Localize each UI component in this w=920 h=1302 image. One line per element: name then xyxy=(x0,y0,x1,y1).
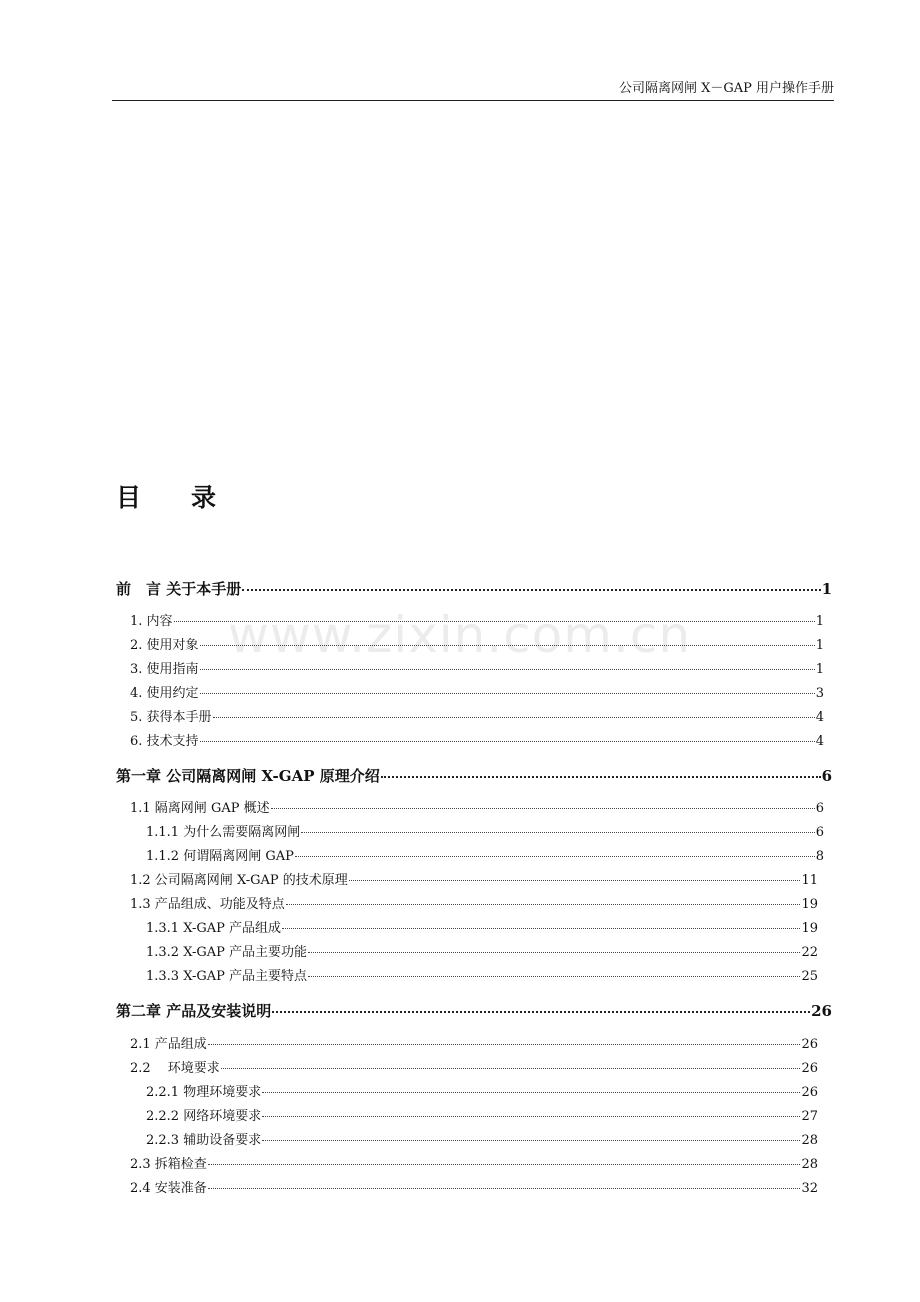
toc-section-entry[interactable] xyxy=(130,1057,818,1076)
toc-section-entry[interactable] xyxy=(146,1081,818,1100)
toc-entry-label: 1.3 产品组成、功能及特点 xyxy=(130,897,285,912)
toc-page-number: 1 xyxy=(821,580,832,598)
toc-section-entry[interactable] xyxy=(146,1129,818,1148)
toc-entry-label: 1.3.1 X-GAP 产品组成 xyxy=(146,921,282,936)
toc-section-entry[interactable] xyxy=(130,730,824,749)
toc-page-number: 4 xyxy=(815,734,824,749)
toc-dot-leader xyxy=(308,976,800,977)
toc-chapter-entry[interactable] xyxy=(116,578,832,599)
toc-section-entry[interactable] xyxy=(130,1033,818,1052)
toc-dot-leader xyxy=(262,1092,800,1093)
toc-section-entry[interactable] xyxy=(146,821,824,840)
toc-dot-leader xyxy=(381,776,821,778)
toc-section-entry[interactable] xyxy=(130,634,824,653)
toc-dot-leader xyxy=(295,856,815,857)
toc-dot-leader xyxy=(213,717,815,718)
toc-entry-label: 3. 使用指南 xyxy=(130,662,199,677)
toc-page-number: 3 xyxy=(815,686,824,701)
toc-chapter-entry[interactable] xyxy=(116,765,832,786)
toc-entry-label: 2. 使用对象 xyxy=(130,638,199,653)
toc-entry-label: 1. 内容 xyxy=(130,614,173,629)
toc-section-entry[interactable] xyxy=(146,845,824,864)
toc-entry-label: 6. 技术支持 xyxy=(130,734,199,749)
toc-section-entry[interactable] xyxy=(146,965,818,984)
toc-dot-leader xyxy=(208,1188,801,1189)
toc-section-entry[interactable] xyxy=(130,682,824,701)
toc-page-number: 25 xyxy=(801,969,818,984)
toc-entry-label: 1.3.2 X-GAP 产品主要功能 xyxy=(146,945,308,960)
toc-page-number: 32 xyxy=(801,1181,818,1196)
toc-entry-label: 前 言 关于本手册 xyxy=(116,580,242,598)
toc-entry-label: 2.3 拆箱检查 xyxy=(130,1157,207,1172)
toc-dot-leader xyxy=(308,952,800,953)
toc-entry-label: 2.2.3 辅助设备要求 xyxy=(146,1133,262,1148)
toc-dot-leader xyxy=(262,1116,800,1117)
toc-dot-leader xyxy=(349,880,801,881)
toc-page-number: 6 xyxy=(815,825,824,840)
toc-dot-leader xyxy=(200,669,815,670)
toc-page-number: 6 xyxy=(821,767,832,785)
toc-page-number: 28 xyxy=(801,1133,818,1148)
toc-dot-leader xyxy=(208,1164,801,1165)
toc-entry-label: 2.2.1 物理环境要求 xyxy=(146,1085,262,1100)
toc-page-number: 27 xyxy=(801,1109,818,1124)
toc-page-number: 6 xyxy=(815,801,824,816)
toc-dot-leader xyxy=(262,1140,800,1141)
toc-entry-label: 1.1.1 为什么需要隔离网闸 xyxy=(146,825,301,840)
toc-chapter-entry[interactable] xyxy=(116,1000,832,1021)
toc-page-number: 8 xyxy=(815,849,824,864)
toc-section-entry[interactable] xyxy=(130,1177,818,1196)
toc-entry-label: 1.1 隔离网闸 GAP 概述 xyxy=(130,801,270,816)
toc-entry-label: 2.4 安装准备 xyxy=(130,1181,207,1196)
toc-page-number: 1 xyxy=(815,614,824,629)
toc-page-number: 1 xyxy=(815,638,824,653)
toc-page-number: 26 xyxy=(801,1037,818,1052)
toc-dot-leader xyxy=(208,1044,801,1045)
toc-entry-label: 5. 获得本手册 xyxy=(130,710,212,725)
toc-dot-leader xyxy=(271,808,815,809)
toc-section-entry[interactable] xyxy=(130,706,824,725)
toc-section-entry[interactable] xyxy=(130,893,818,912)
toc-page-number: 19 xyxy=(801,921,818,936)
toc-dot-leader xyxy=(242,589,820,591)
toc-section-entry[interactable] xyxy=(130,610,824,629)
toc-page-number: 11 xyxy=(801,873,818,888)
toc-entry-label: 4. 使用约定 xyxy=(130,686,199,701)
toc-section-entry[interactable] xyxy=(130,797,824,816)
toc-dot-leader xyxy=(286,904,801,905)
running-header: 公司隔离网闸 X－GAP 用户操作手册 xyxy=(618,81,834,96)
toc-dot-leader xyxy=(221,1068,801,1069)
toc-title: 目 录 xyxy=(116,483,217,512)
toc-section-entry[interactable] xyxy=(130,658,824,677)
toc-entry-label: 2.1 产品组成 xyxy=(130,1037,207,1052)
toc-page-number: 4 xyxy=(815,710,824,725)
toc-dot-leader xyxy=(200,645,815,646)
toc-page-number: 22 xyxy=(801,945,818,960)
toc-entry-label: 1.1.2 何谓隔离网闸 GAP xyxy=(146,849,294,864)
toc-section-entry[interactable] xyxy=(146,1105,818,1124)
toc-entry-label: 2.2 环境要求 xyxy=(130,1061,220,1076)
toc-section-entry[interactable] xyxy=(146,917,818,936)
toc-entry-label: 2.2.2 网络环境要求 xyxy=(146,1109,262,1124)
toc-page-number: 1 xyxy=(815,662,824,677)
toc-section-entry[interactable] xyxy=(146,941,818,960)
toc-section-entry[interactable] xyxy=(130,1153,818,1172)
toc-dot-leader xyxy=(200,741,815,742)
toc-page-number: 26 xyxy=(811,1002,832,1020)
toc-entry-label: 第一章 公司隔离网闸 X-GAP 原理介绍 xyxy=(116,767,380,785)
watermark-text: www.zixin.com.cn xyxy=(228,606,692,664)
toc-entry-label: 1.3.3 X-GAP 产品主要特点 xyxy=(146,969,308,984)
toc-dot-leader xyxy=(200,693,815,694)
toc-dot-leader xyxy=(174,621,815,622)
toc-page-number: 26 xyxy=(801,1061,818,1076)
toc-section-entry[interactable] xyxy=(130,869,818,888)
toc-dot-leader xyxy=(301,832,815,833)
toc-page-number: 28 xyxy=(801,1157,818,1172)
toc-dot-leader xyxy=(272,1011,810,1013)
toc-entry-label: 1.2 公司隔离网闸 X-GAP 的技术原理 xyxy=(130,873,348,888)
header-rule xyxy=(112,100,834,101)
toc-dot-leader xyxy=(282,928,800,929)
toc-page-number: 26 xyxy=(801,1085,818,1100)
toc-entry-label: 第二章 产品及安装说明 xyxy=(116,1002,272,1020)
toc-page-number: 19 xyxy=(801,897,818,912)
